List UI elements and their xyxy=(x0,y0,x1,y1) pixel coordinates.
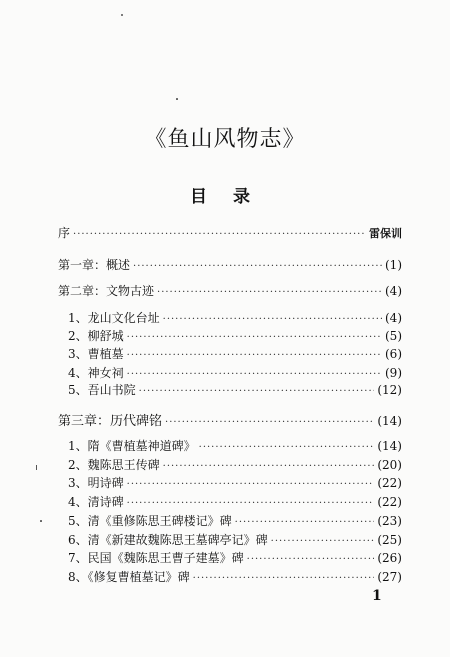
toc-entry-page: (14) xyxy=(377,439,402,453)
toc-entry-page: (4) xyxy=(385,311,402,325)
toc-entry-label: 2、柳舒城 xyxy=(68,329,124,343)
toc-entry-label: 4、神女祠 xyxy=(68,366,124,380)
toc-entry-section xyxy=(68,345,402,363)
toc-entry-section xyxy=(68,568,402,586)
toc-entry-chapter-3 xyxy=(58,410,402,428)
toc-entry-section xyxy=(68,549,402,567)
toc-entry-label: 3、曹植墓 xyxy=(68,347,124,361)
toc-entry-label: 5、吾山书院 xyxy=(68,383,136,397)
toc-entry-label: 2、魏陈思王传碑 xyxy=(68,458,160,472)
toc-entry-label: 8、《修复曹植墓记》碑 xyxy=(68,570,190,584)
dot-leader xyxy=(157,287,382,298)
page-number: 1 xyxy=(372,588,382,604)
toc-entry-section xyxy=(68,456,402,474)
dot-leader xyxy=(127,479,375,490)
toc-entry-preface xyxy=(58,224,402,242)
toc-entry-page: (4) xyxy=(385,284,402,298)
dot-leader xyxy=(199,442,375,453)
dot-leader xyxy=(193,573,375,584)
toc-entry-label: 1、龙山文化台址 xyxy=(68,311,160,325)
toc-entry-chapter-1 xyxy=(58,256,402,274)
toc-entry-page: (22) xyxy=(377,495,402,509)
dot-leader xyxy=(163,461,375,472)
toc-entry-page: (26) xyxy=(377,551,402,565)
dot-leader xyxy=(133,261,382,272)
toc-entry-author: 雷保训 xyxy=(369,227,402,240)
toc-entry-section xyxy=(68,309,402,327)
toc-entry-label: 7、民国《魏陈思王曹子建墓》碑 xyxy=(68,551,244,565)
toc-entry-label: 5、清《重修陈思王碑楼记》碑 xyxy=(68,514,232,528)
toc-entry-label: 第三章：历代碑铭 xyxy=(58,414,163,429)
dot-leader xyxy=(139,386,375,397)
toc-entry-section xyxy=(68,512,402,530)
toc-entry-page: (6) xyxy=(385,347,402,361)
toc-entry-page: (22) xyxy=(377,476,402,490)
toc-entry-section xyxy=(68,381,402,399)
toc-entry-section xyxy=(68,327,402,345)
toc-entry-label: 3、明诗碑 xyxy=(68,476,124,490)
toc-entry-section xyxy=(68,437,402,455)
toc-entry-section xyxy=(68,531,402,549)
toc-entry-label: 序 xyxy=(58,226,71,240)
toc-entry-section xyxy=(68,474,402,492)
toc-entry-label: 第一章：概述 xyxy=(58,258,131,272)
dot-leader xyxy=(247,554,375,565)
dot-leader xyxy=(127,332,382,343)
toc-entry-label: 4、清诗碑 xyxy=(68,495,124,509)
toc-entry-chapter-2 xyxy=(58,282,402,300)
toc-entry-label: 1、隋《曹植墓神道碑》 xyxy=(68,439,196,453)
dot-leader xyxy=(235,517,375,528)
dot-leader xyxy=(127,498,375,509)
book-title: 《鱼山风物志》 xyxy=(144,127,306,152)
toc-entry-page: (20) xyxy=(377,458,402,472)
toc-entry-page: (14) xyxy=(377,414,402,428)
toc-entry-page: (9) xyxy=(385,366,402,380)
dot-leader xyxy=(163,314,382,325)
dot-leader xyxy=(271,536,375,547)
toc-entry-section xyxy=(68,493,402,511)
toc-entry-page: (1) xyxy=(385,258,402,272)
dot-leader xyxy=(127,369,382,380)
toc-entry-page: (5) xyxy=(385,329,402,343)
dot-leader xyxy=(127,350,382,361)
toc-entry-page: (27) xyxy=(377,570,402,584)
toc-entry-label: 6、清《新建故魏陈思王墓碑亭记》碑 xyxy=(68,533,268,547)
dot-leader xyxy=(73,229,366,240)
toc-heading: 目 录 xyxy=(190,187,260,207)
toc-entry-section xyxy=(68,364,402,382)
toc-entry-label: 第二章：文物古迹 xyxy=(58,284,155,298)
toc-entry-page: (25) xyxy=(377,533,402,547)
dot-leader xyxy=(165,417,374,428)
toc-entry-page: (23) xyxy=(377,514,402,528)
toc-entry-page: (12) xyxy=(377,383,402,397)
